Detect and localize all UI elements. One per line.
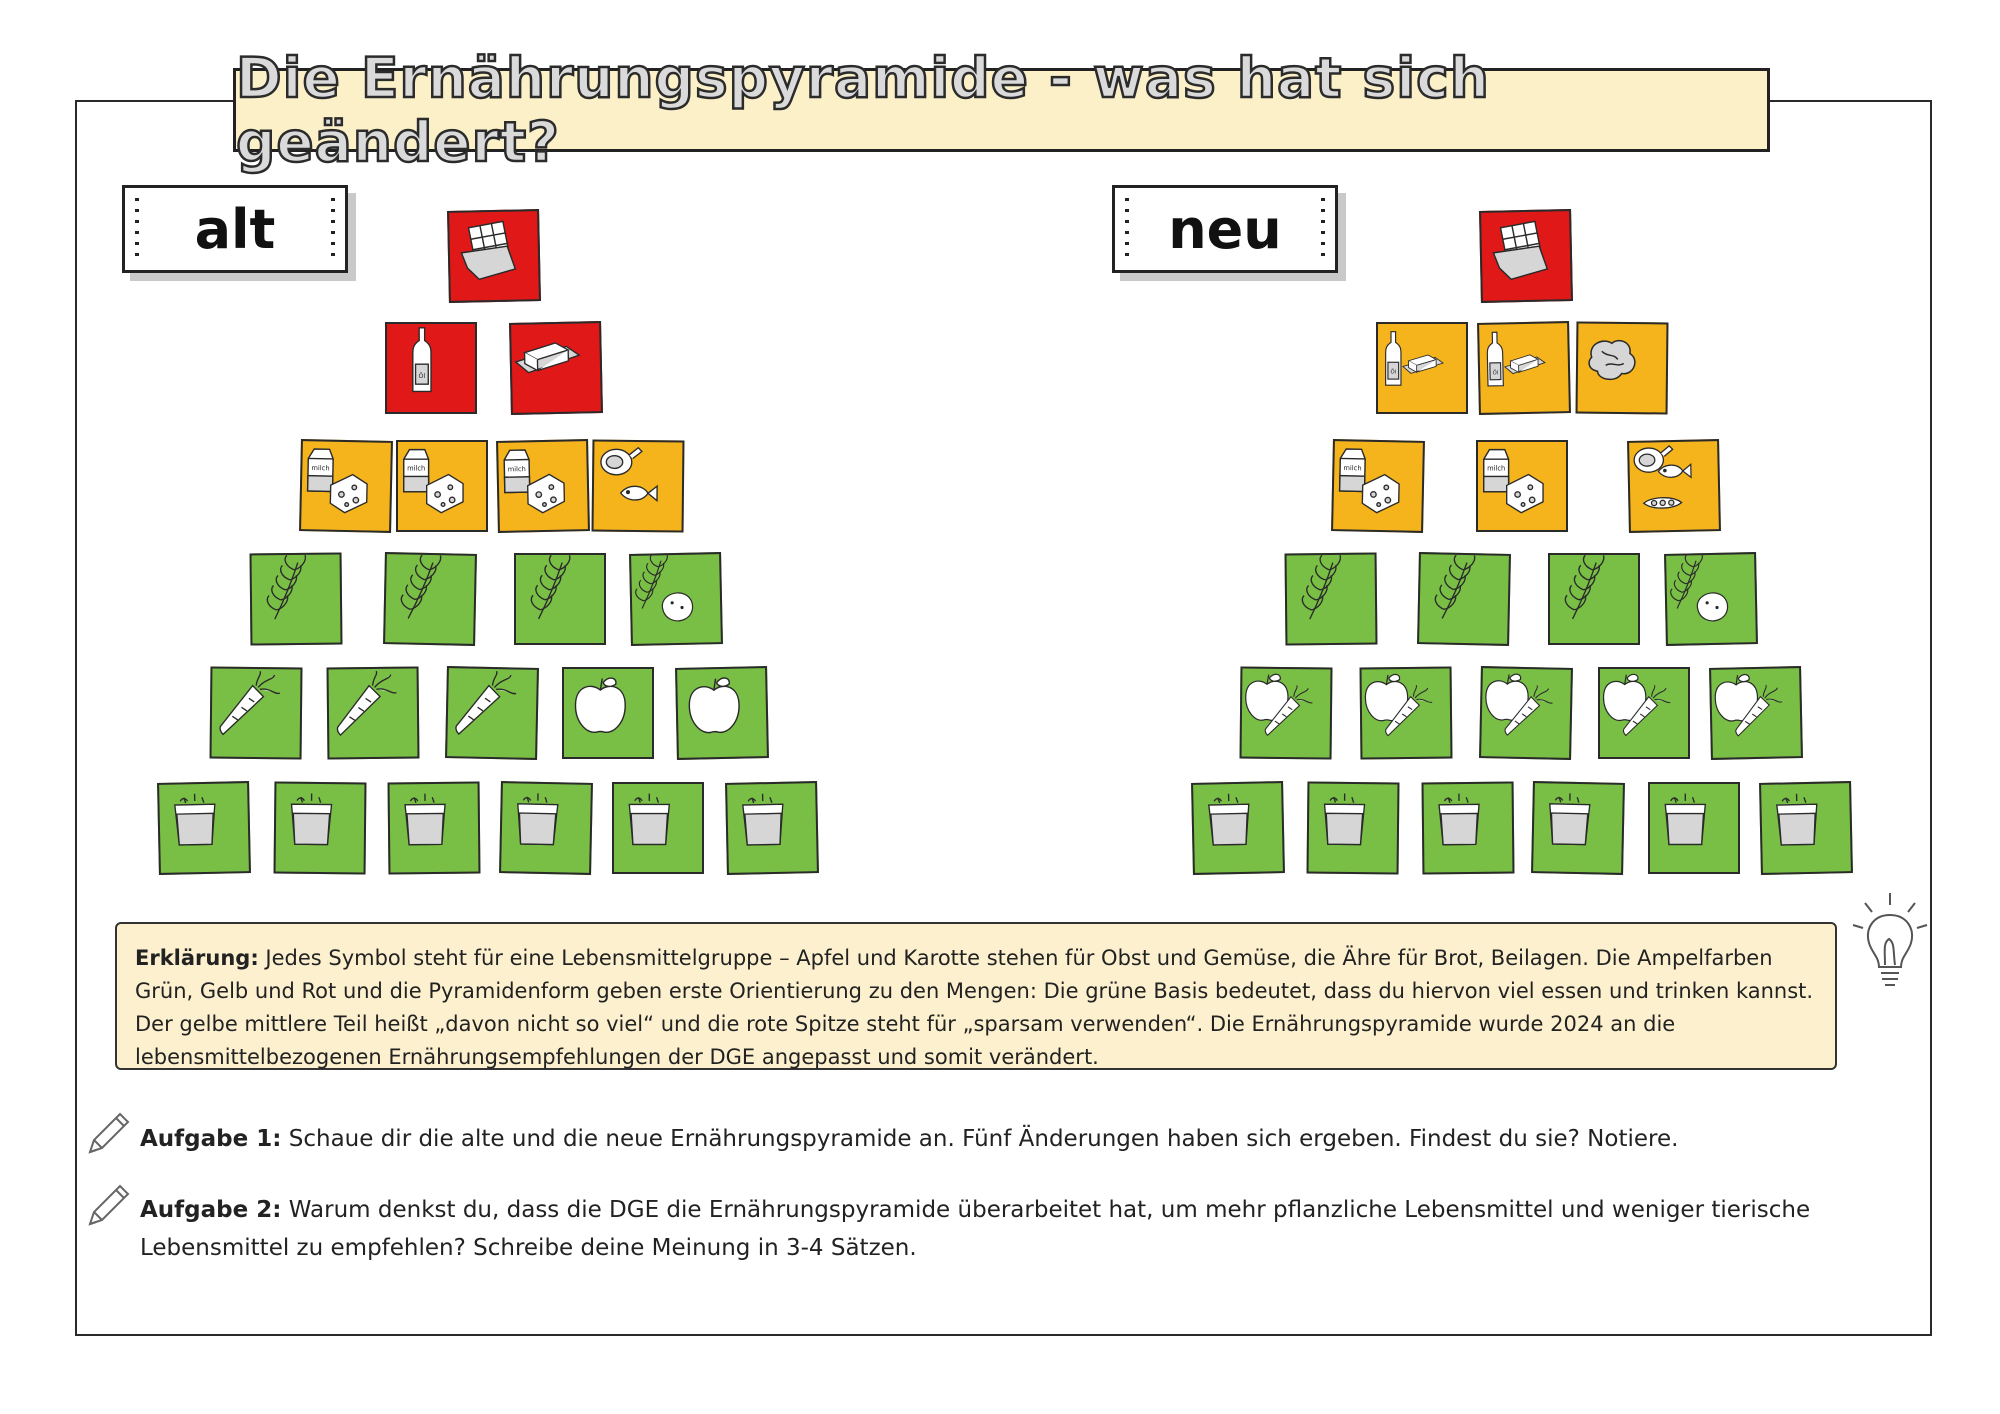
new-tile-milk-cheese (1476, 440, 1568, 532)
water-glass-icon (276, 784, 365, 873)
grain-icon (516, 555, 604, 643)
new-tile-apple-carrot (1709, 666, 1803, 760)
water-glass-icon (159, 783, 249, 873)
new-tile-water-glass (1648, 782, 1740, 874)
chocolate-icon (449, 211, 539, 301)
svg-text:Öl: Öl (1390, 369, 1397, 376)
old-tile-oil-bottle (385, 322, 477, 414)
new-tile-water-glass (1191, 781, 1285, 875)
new-tile-grain (1548, 553, 1640, 645)
milk-cheese-icon (1333, 441, 1423, 531)
chocolate-icon (1481, 211, 1571, 301)
grain-potato-icon (1666, 554, 1756, 644)
new-tile-nuts (1576, 322, 1669, 415)
carrot-icon (447, 668, 537, 758)
water-glass-icon (1424, 784, 1513, 873)
new-tile-water-glass (1759, 781, 1853, 875)
old-tile-carrot (445, 666, 539, 760)
milk-cheese-icon (1478, 442, 1566, 530)
old-tile-apple (562, 667, 654, 759)
old-pyramid-label-card (122, 185, 348, 273)
nuts-icon (1578, 324, 1667, 413)
task-1-label: Aufgabe 1: (140, 1126, 282, 1152)
grain-icon (252, 555, 341, 644)
explanation-label: Erklärung: (135, 946, 259, 970)
new-tile-oil-butter (1376, 322, 1468, 414)
oil-butter-icon (1378, 324, 1466, 412)
task-1 (140, 1120, 1678, 1158)
svg-text:milch: milch (507, 465, 526, 474)
old-tile-water-glass (157, 781, 251, 875)
water-glass-icon (1761, 783, 1851, 873)
old-tile-meat-fish (592, 440, 685, 533)
apple-carrot-icon (1481, 668, 1571, 758)
svg-text:milch: milch (407, 464, 426, 473)
water-glass-icon (1533, 783, 1623, 873)
explanation-box (115, 922, 1837, 1070)
new-pyramid-label: neu (1168, 197, 1282, 261)
old-tile-grain (383, 552, 477, 646)
new-tile-grain (1285, 553, 1378, 646)
old-tile-carrot (210, 667, 303, 760)
new-tile-apple-carrot (1360, 667, 1453, 760)
old-tile-grain (514, 553, 606, 645)
water-glass-icon (390, 784, 479, 873)
meat-fish-icon (594, 442, 683, 531)
oil-butter-icon (1479, 323, 1569, 413)
old-tile-milk-cheese (496, 439, 590, 533)
lightbulb-icon (1845, 885, 1935, 995)
task-2 (140, 1191, 1860, 1267)
old-tile-butter (509, 321, 603, 415)
old-tile-water-glass (274, 782, 367, 875)
task-2-text: Warum denkst du, dass die DGE die Ernährungspyramide überarbeitet hat, um mehr pflanzliche Lebensmittel und weniger tierische Lebensmittel zu empfehlen? Schreibe deine Meinung in 3-4 Sätzen. (140, 1197, 1811, 1261)
grain-icon (1287, 555, 1376, 644)
milk-cheese-icon (398, 442, 486, 530)
milk-cheese-icon (498, 441, 588, 531)
old-tile-grain (250, 553, 343, 646)
apple-icon (564, 669, 652, 757)
old-tile-grain-potato (629, 552, 723, 646)
task-2-label: Aufgabe 2: (140, 1197, 282, 1223)
grain-potato-icon (631, 554, 721, 644)
meat-fish-legumes-icon (1629, 441, 1719, 531)
water-glass-icon (1309, 784, 1398, 873)
new-pyramid-label-card (1112, 185, 1338, 273)
apple-carrot-icon (1242, 669, 1331, 758)
water-glass-icon (727, 783, 817, 873)
water-glass-icon (614, 784, 702, 872)
old-tile-water-glass (612, 782, 704, 874)
new-tile-meat-fish-legumes (1627, 439, 1721, 533)
new-tile-water-glass (1531, 781, 1625, 875)
old-tile-apple (675, 666, 769, 760)
svg-text:Öl: Öl (418, 372, 426, 380)
old-tile-water-glass (725, 781, 819, 875)
old-pyramid-label: alt (194, 197, 276, 261)
carrot-icon (329, 669, 418, 758)
new-tile-grain-potato (1664, 552, 1758, 646)
old-tile-milk-cheese (396, 440, 488, 532)
apple-carrot-icon (1362, 669, 1451, 758)
milk-cheese-icon (301, 441, 391, 531)
water-glass-icon (1193, 783, 1283, 873)
water-glass-icon (1650, 784, 1738, 872)
carrot-icon (212, 669, 301, 758)
new-tile-apple-carrot (1598, 667, 1690, 759)
new-tile-water-glass (1422, 782, 1515, 875)
new-tile-chocolate (1479, 209, 1573, 303)
svg-text:Öl: Öl (1492, 370, 1499, 377)
old-tile-chocolate (447, 209, 541, 303)
svg-text:milch: milch (311, 463, 330, 473)
old-tile-water-glass (499, 781, 593, 875)
pencil-icon (82, 1108, 134, 1160)
title-box (233, 46, 1770, 174)
task-1-text: Schaue dir die alte und die neue Ernährungspyramide an. Fünf Änderungen haben sich ergeben. Findest du sie? Notiere. (281, 1126, 1679, 1152)
grain-icon (385, 554, 475, 644)
butter-icon (511, 323, 601, 413)
svg-text:milch: milch (1487, 464, 1506, 473)
new-tile-oil-butter (1477, 321, 1571, 415)
new-tile-milk-cheese (1331, 439, 1425, 533)
grain-icon (1550, 555, 1638, 643)
page-title: Die Ernährungspyramide - was hat sich geändert? (236, 46, 1490, 174)
old-tile-carrot (327, 667, 420, 760)
grain-icon (1419, 554, 1509, 644)
new-tile-grain (1417, 552, 1511, 646)
oil-bottle-icon (387, 324, 475, 412)
pencil-icon (82, 1180, 134, 1232)
new-tile-water-glass (1307, 782, 1400, 875)
apple-carrot-icon (1711, 668, 1801, 758)
apple-icon (677, 668, 767, 758)
explanation-text: Jedes Symbol steht für eine Lebensmittelgruppe – Apfel und Karotte stehen für Obst und Gemüse, die Ähre für Brot, Beilagen. Die Ampelfarben Grün, Gelb und Rot und die Pyramidenform geben erste Orientierung zu den Mengen: Die grüne Basis bedeutet, dass du hiervon viel essen und trinken kannst. Der gelbe mittlere Teil heißt „davon nicht so viel“ und die rote Spitze steht für „sparsam verwenden“. Die Ernährungspyramide wurde 2024 an die lebensmittelbezogenen Ernährungsempfehlungen der DGE angepasst und somit verändert. (135, 946, 1814, 1069)
old-tile-milk-cheese (299, 439, 393, 533)
apple-carrot-icon (1600, 669, 1688, 757)
water-glass-icon (501, 783, 591, 873)
new-tile-apple-carrot (1240, 667, 1333, 760)
svg-text:milch: milch (1343, 463, 1362, 473)
old-tile-water-glass (388, 782, 481, 875)
new-tile-apple-carrot (1479, 666, 1573, 760)
